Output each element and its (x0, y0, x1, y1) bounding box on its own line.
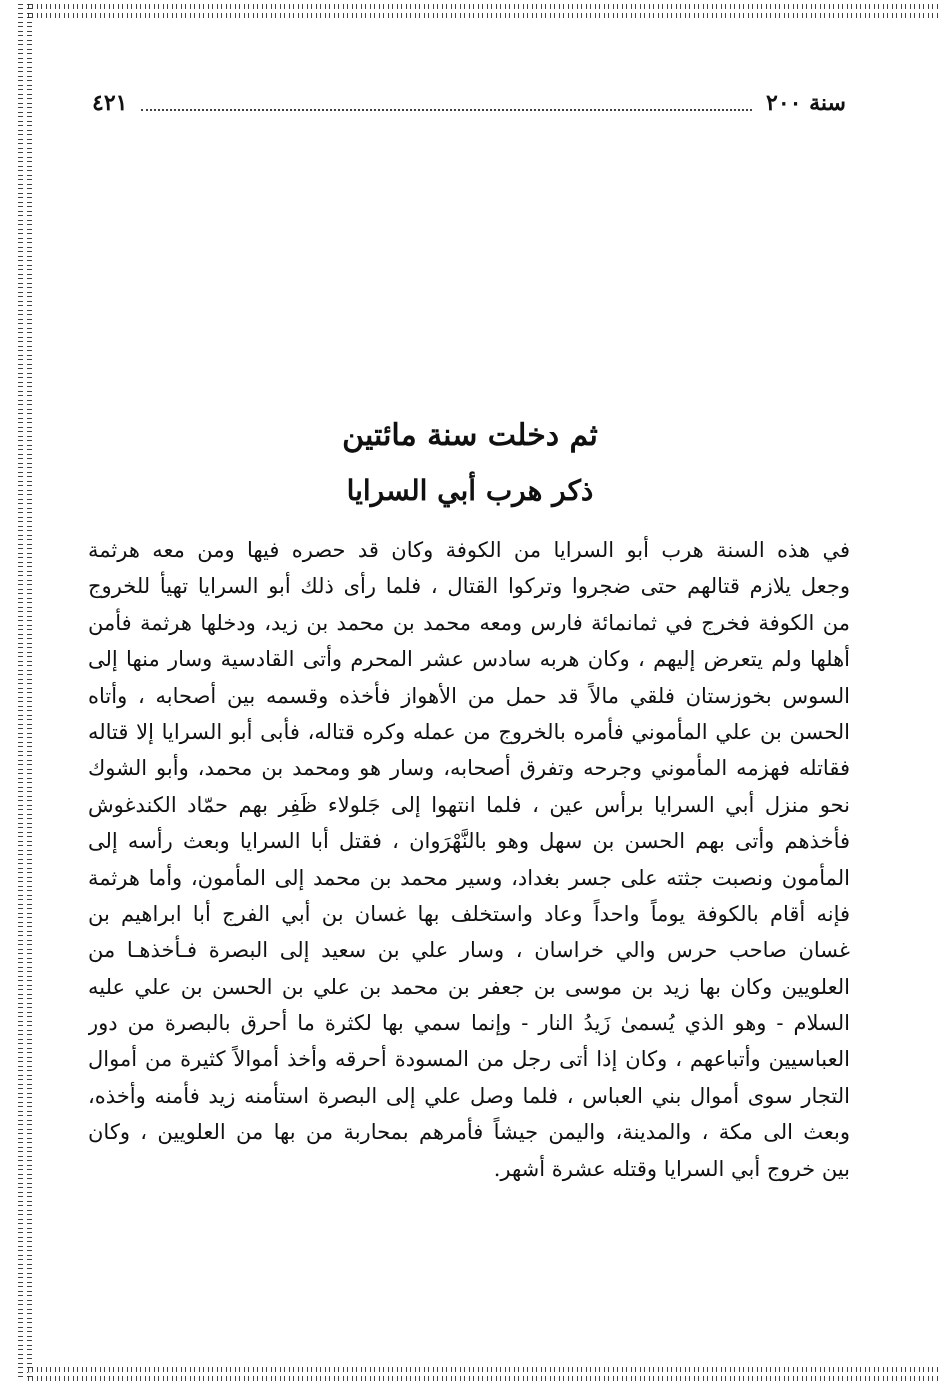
body-line: فأخذهم وأتى بهم الحسن بن سهل وهو بالنَّهْرَوان ، فقتل أبا السرايا وبعث رأسه إلى (88, 829, 850, 854)
body-line: نحو منزل أبي السرايا برأس عين ، فلما انتهوا إلى جَلولاء ظَفِر بهم حمّاد الكندغوش (88, 792, 850, 817)
decorative-border-top (28, 4, 940, 18)
body-line: السوس بخوزستان فلقي مالاً قد حمل من الأهواز فأخذه وقسمه بين أصحابه ، وأتاه (88, 683, 850, 708)
body-line: التجار سوى أموال بني العباس ، فلما وصل علي إلى البصرة استأمنه زيد فأمنه وأخذه، (88, 1083, 850, 1108)
decorative-border-left (18, 4, 32, 1381)
header-year-label: سنة ٢٠٠ (766, 90, 846, 116)
header-dot-leader (141, 95, 752, 111)
chapter-title: ثم دخلت سنة مائتين (342, 418, 598, 453)
body-line: العباسيين وأتباعهم ، وكان إذا أتى رجل من المسودة أحرقه وأخذ أموالاً كثيرة من أموال (88, 1047, 850, 1072)
decorative-border-bottom (28, 1367, 940, 1381)
body-line: في هذه السنة هرب أبو السرايا من الكوفة وكان قد حصره فيها ومن معه هرثمة (88, 538, 850, 562)
body-line: من الكوفة فخرج في ثمانمائة فارس ومعه محمد بن محمد بن زيد، ودخلها هرثمة فأمن (88, 610, 850, 635)
body-line: السلام - وهو الذي يُسمىٰ زَيدُ النار - وإنما سمي بها لكثرة ما أحرق بالبصرة من دور (88, 1011, 850, 1036)
body-line: وبعث الى مكة ، والمدينة، واليمن جيشاً فأمرهم بمحاربة من بها من العلويين ، وكان (88, 1120, 850, 1145)
page-number: ٤٢١ (92, 90, 128, 116)
body-text (88, 532, 850, 1187)
body-line: أهلها ولم يتعرض إليهم ، وكان هربه سادس عشر المحرم وأتى القادسية وسار منها إلى (88, 647, 850, 672)
body-line: الحسن بن علي المأموني فأمره بالخروج من عمله وكره قتاله، فأبى أبو السرايا إلا قتاله (88, 719, 850, 744)
body-line: العلويين وكان بها زيد بن موسى بن جعفر بن محمد بن علي بن الحسن بن علي عليه (88, 974, 850, 999)
body-line: فإنه أقام بالكوفة يوماً واحداً وعاد واستخلف بها غسان بن أبي الفرج أبا ابراهيم بن (88, 901, 850, 926)
body-line: المأمون ونصبت جثته على جسر بغداد، وسير محمد بن محمد إلى المأمون، وأما هرثمة (88, 865, 850, 890)
body-line: وجعل يلازم قتالهم حتى ضجروا وتركوا القتال ، فلما رأى ذلك أبو السرايا تهيأ للخروج (88, 574, 850, 599)
body-line: غسان صاحب حرس والي خراسان ، وسار علي بن سعيد إلى البصرة فـأخذهـا من (88, 938, 850, 963)
body-line: فقاتله فهزمه المأموني وجرحه وتفرق أصحابه، وسار هو ومحمد بن محمد، وأبو الشوك (88, 756, 850, 781)
section-title: ذكر هرب أبي السرايا (346, 474, 594, 507)
body-line: بين خروج أبي السرايا وقتله عشرة أشهر. (493, 1156, 850, 1181)
running-header (92, 88, 846, 118)
